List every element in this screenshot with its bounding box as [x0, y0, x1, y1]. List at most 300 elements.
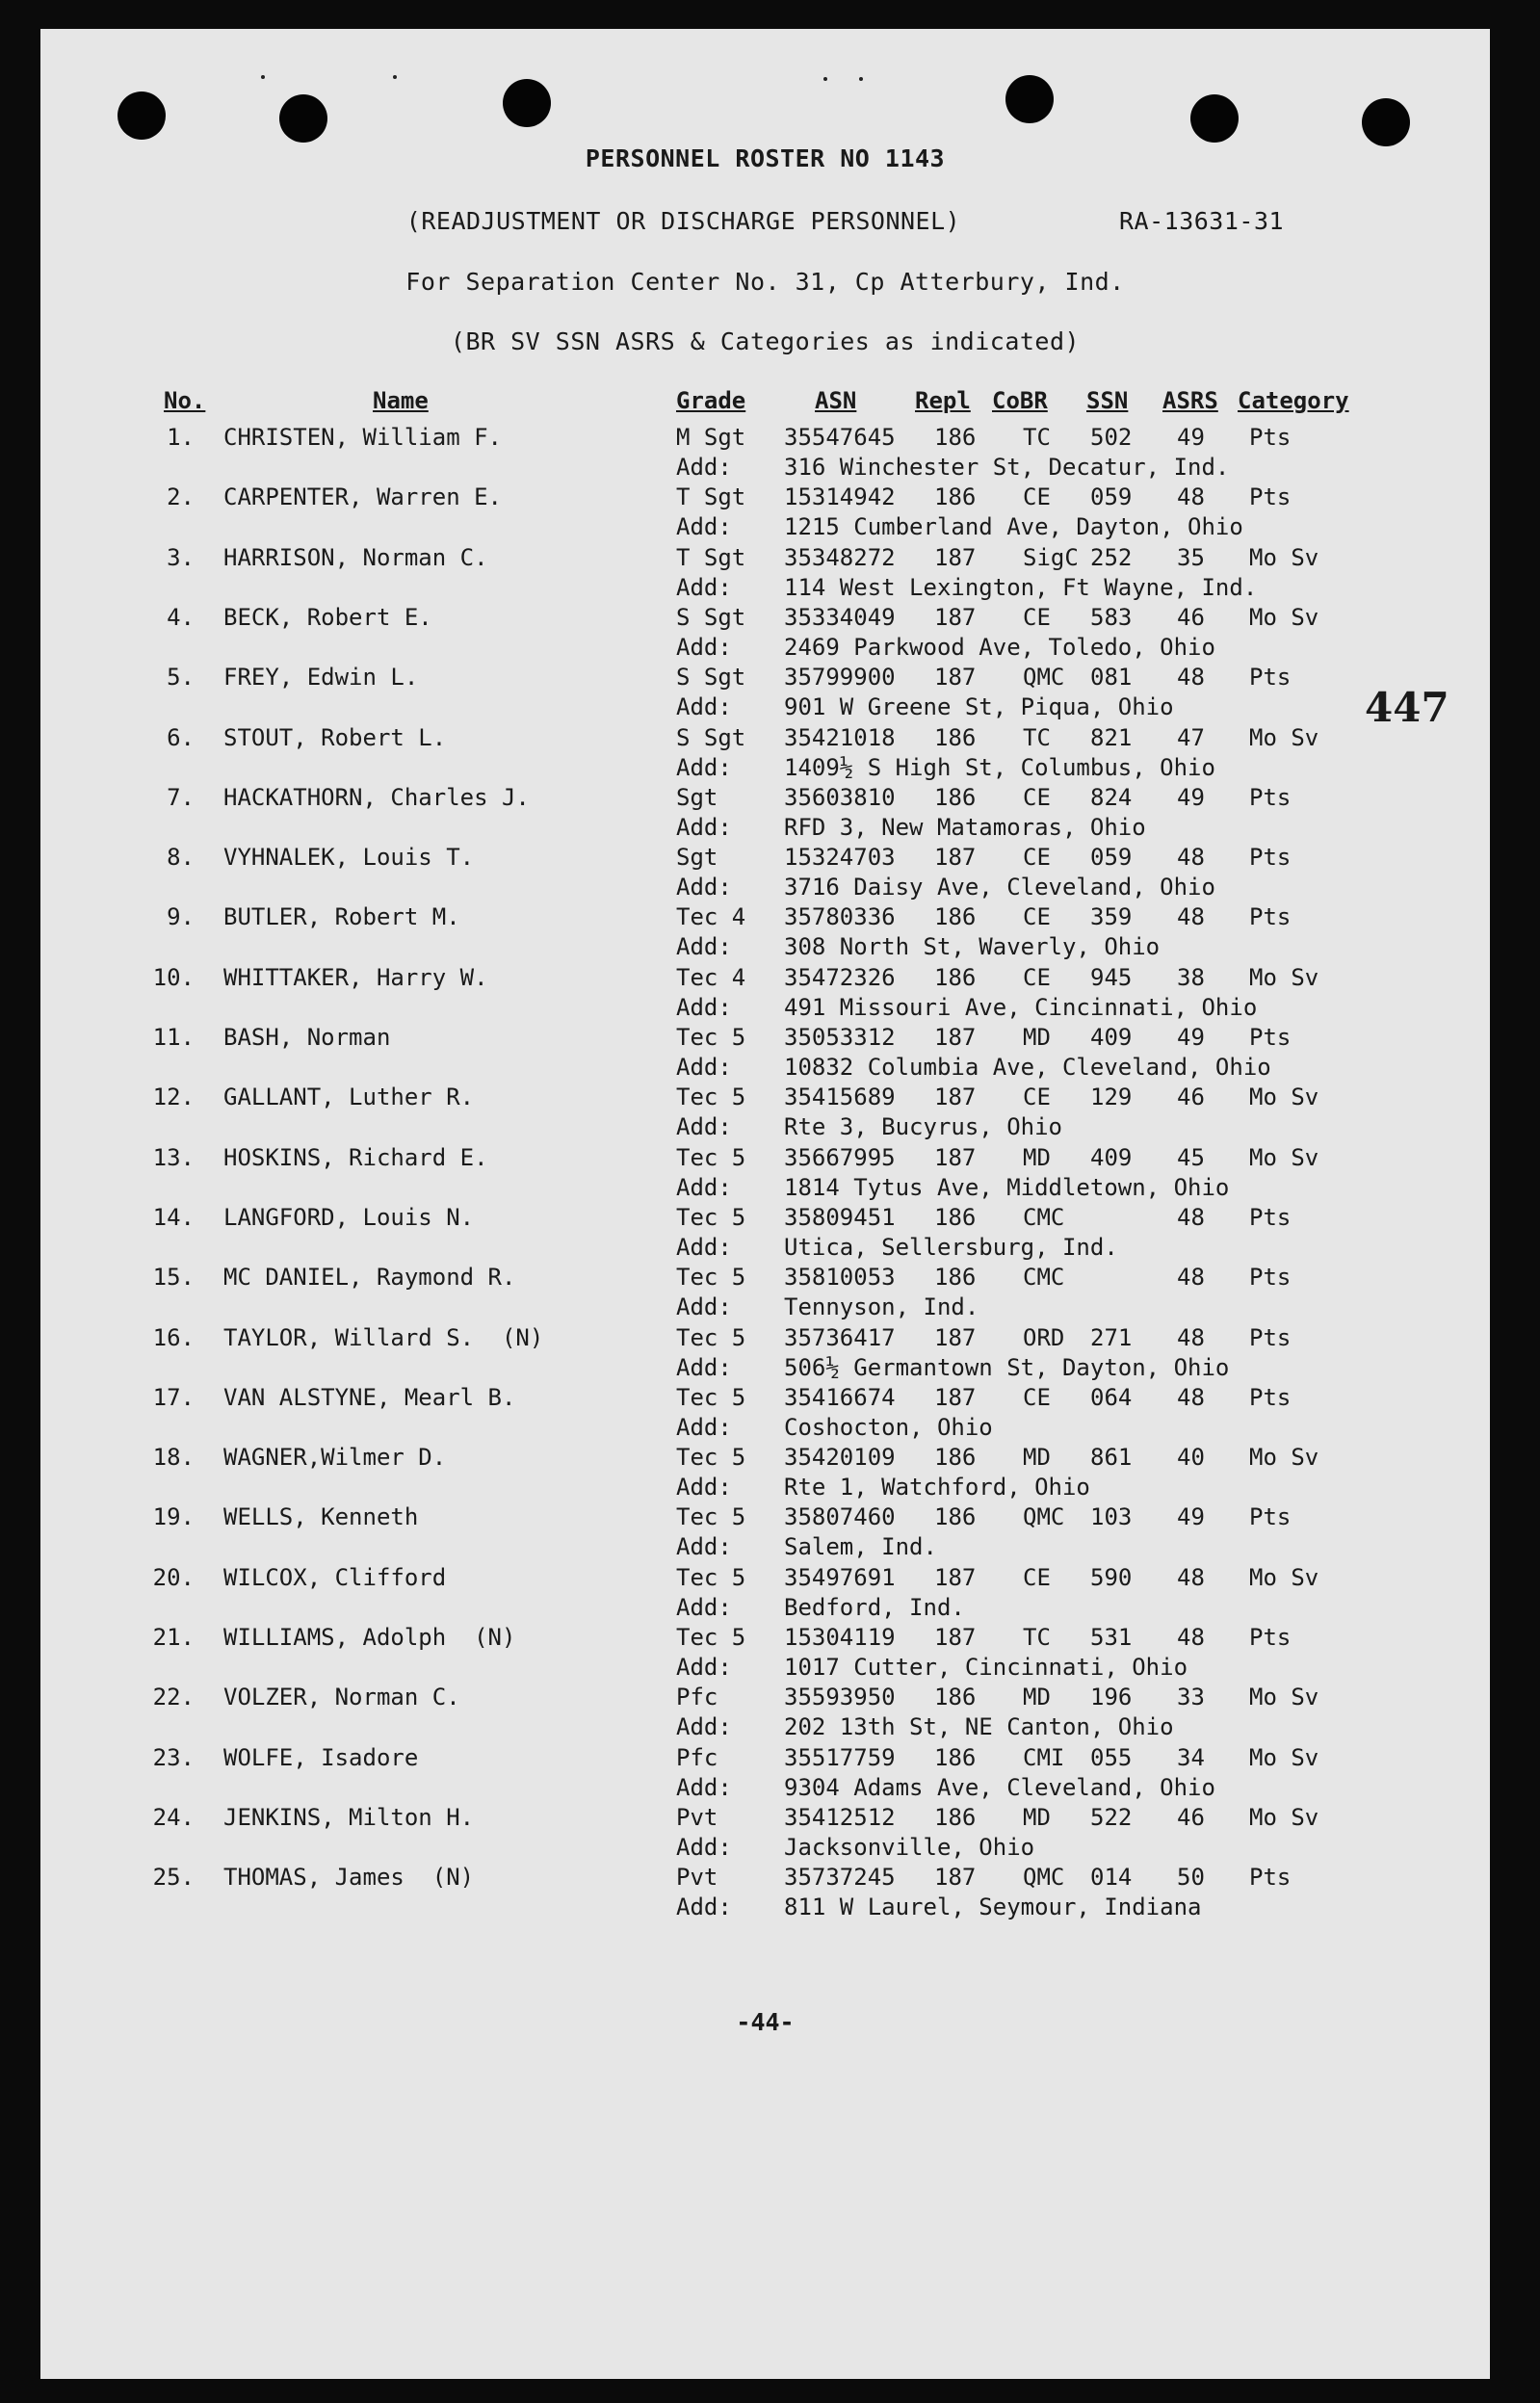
col-category: Category	[1238, 387, 1349, 414]
table-row	[40, 724, 1490, 784]
row-asrs: 48	[1177, 1624, 1205, 1651]
row-number: 5.	[167, 664, 195, 692]
row-ssn: 409	[1090, 1143, 1133, 1171]
row-asn: 15324703	[784, 844, 896, 872]
categories-note: (BR SV SSN ASRS & Categories as indicated)	[450, 327, 1081, 355]
row-asn: 35348272	[784, 543, 896, 571]
table-row	[40, 1384, 1490, 1444]
row-branch: CE	[1023, 1084, 1051, 1111]
row-repl: 187	[934, 1383, 977, 1411]
row-asn: 35472326	[784, 963, 896, 991]
row-name: WHITTAKER, Harry W.	[223, 963, 488, 991]
row-ssn: 059	[1090, 844, 1133, 872]
row-category: Pts	[1249, 483, 1292, 511]
punch-hole	[1190, 94, 1239, 143]
row-repl: 187	[934, 1084, 977, 1111]
row-ssn: 064	[1090, 1383, 1133, 1411]
row-ssn: 129	[1090, 1084, 1133, 1111]
row-branch: SigC	[1023, 543, 1079, 571]
row-number: 19.	[152, 1503, 195, 1531]
row-category: Mo Sv	[1249, 543, 1319, 571]
row-asn: 35799900	[784, 664, 896, 692]
row-number: 14.	[152, 1203, 195, 1231]
row-asn: 15314942	[784, 483, 896, 511]
row-address: 316 Winchester St, Decatur, Ind.	[784, 454, 1230, 481]
row-name: FREY, Edwin L.	[223, 664, 419, 692]
row-name: HOSKINS, Richard E.	[223, 1143, 488, 1171]
row-category: Pts	[1249, 1864, 1292, 1892]
row-grade: Pvt	[676, 1803, 718, 1831]
row-address-label: Add:	[676, 1113, 732, 1141]
row-repl: 186	[934, 963, 977, 991]
row-category: Pts	[1249, 664, 1292, 692]
row-address-label: Add:	[676, 693, 732, 721]
row-ssn: 055	[1090, 1743, 1133, 1771]
row-branch: MD	[1023, 1803, 1051, 1831]
row-address-label: Add:	[676, 874, 732, 901]
row-grade: Tec 5	[676, 1444, 746, 1472]
table-row	[40, 1084, 1490, 1143]
row-asn: 35415689	[784, 1084, 896, 1111]
row-grade: Sgt	[676, 844, 718, 872]
table-row	[40, 1204, 1490, 1264]
row-category: Pts	[1249, 424, 1292, 451]
row-ssn: 081	[1090, 664, 1133, 692]
row-name: HACKATHORN, Charles J.	[223, 783, 530, 811]
row-address-label: Add:	[676, 573, 732, 601]
row-address: 10832 Columbia Ave, Cleveland, Ohio	[784, 1054, 1271, 1081]
row-repl: 187	[934, 603, 977, 631]
row-repl: 186	[934, 1203, 977, 1231]
row-branch: CE	[1023, 844, 1051, 872]
row-branch: CMC	[1023, 1264, 1065, 1292]
row-grade: Tec 5	[676, 1503, 746, 1531]
row-address-label: Add:	[676, 1173, 732, 1201]
row-category: Mo Sv	[1249, 1143, 1319, 1171]
row-asn: 35603810	[784, 783, 896, 811]
row-repl: 186	[934, 1264, 977, 1292]
row-number: 21.	[152, 1624, 195, 1651]
row-asrs: 48	[1177, 903, 1205, 931]
row-number: 6.	[167, 723, 195, 751]
row-asrs: 48	[1177, 1203, 1205, 1231]
row-ssn: 861	[1090, 1444, 1133, 1472]
row-address: 114 West Lexington, Ft Wayne, Ind.	[784, 573, 1258, 601]
row-number: 25.	[152, 1864, 195, 1892]
row-name: JENKINS, Milton H.	[223, 1803, 475, 1831]
row-grade: T Sgt	[676, 543, 746, 571]
row-asn: 35053312	[784, 1024, 896, 1051]
row-grade: Sgt	[676, 783, 718, 811]
row-repl: 186	[934, 783, 977, 811]
roster-code: RA-13631-31	[1119, 207, 1285, 235]
row-name: BUTLER, Robert M.	[223, 903, 460, 931]
row-address: 1215 Cumberland Ave, Dayton, Ohio	[784, 513, 1243, 541]
row-category: Mo Sv	[1249, 723, 1319, 751]
row-address: Rte 3, Bucyrus, Ohio	[784, 1113, 1062, 1141]
row-repl: 186	[934, 723, 977, 751]
row-category: Mo Sv	[1249, 1684, 1319, 1711]
row-asn: 35497691	[784, 1563, 896, 1591]
row-ssn: 824	[1090, 783, 1133, 811]
row-branch: CMC	[1023, 1203, 1065, 1231]
table-row	[40, 1024, 1490, 1084]
row-asrs: 45	[1177, 1143, 1205, 1171]
row-address: 1017 Cutter, Cincinnati, Ohio	[784, 1654, 1188, 1681]
row-address-label: Add:	[676, 933, 732, 961]
row-name: HARRISON, Norman C.	[223, 543, 488, 571]
table-row	[40, 1804, 1490, 1864]
row-address-label: Add:	[676, 1054, 732, 1081]
col-no: No.	[164, 387, 206, 414]
table-row	[40, 784, 1490, 844]
row-asn: 35809451	[784, 1203, 896, 1231]
row-address-label: Add:	[676, 1593, 732, 1621]
table-row	[40, 1503, 1490, 1563]
row-address-label: Add:	[676, 1474, 732, 1502]
table-row	[40, 604, 1490, 664]
row-address-label: Add:	[676, 513, 732, 541]
row-address-label: Add:	[676, 1353, 732, 1381]
row-address-label: Add:	[676, 1713, 732, 1741]
row-name: STOUT, Robert L.	[223, 723, 447, 751]
row-ssn: 196	[1090, 1684, 1133, 1711]
row-address: 3716 Daisy Ave, Cleveland, Ohio	[784, 874, 1215, 901]
row-address: 1814 Tytus Ave, Middletown, Ohio	[784, 1173, 1230, 1201]
row-number: 1.	[167, 424, 195, 451]
row-branch: TC	[1023, 723, 1051, 751]
row-ssn: 252	[1090, 543, 1133, 571]
row-name: WELLS, Kenneth	[223, 1503, 419, 1531]
row-address: 811 W Laurel, Seymour, Indiana	[784, 1894, 1202, 1921]
row-repl: 187	[934, 664, 977, 692]
table-row	[40, 1684, 1490, 1743]
row-grade: Pfc	[676, 1684, 718, 1711]
row-asn: 35334049	[784, 603, 896, 631]
row-asrs: 48	[1177, 1264, 1205, 1292]
row-ssn: 531	[1090, 1624, 1133, 1651]
row-name: VOLZER, Norman C.	[223, 1684, 460, 1711]
row-ssn: 590	[1090, 1563, 1133, 1591]
row-name: TAYLOR, Willard S. (N)	[223, 1323, 544, 1351]
table-row	[40, 1444, 1490, 1503]
row-asn: 35420109	[784, 1444, 896, 1472]
row-number: 4.	[167, 603, 195, 631]
row-address: Tennyson, Ind.	[784, 1293, 979, 1321]
row-address-label: Add:	[676, 1533, 732, 1561]
row-category: Pts	[1249, 783, 1292, 811]
row-asn: 15304119	[784, 1624, 896, 1651]
row-repl: 187	[934, 1563, 977, 1591]
row-repl: 186	[934, 1803, 977, 1831]
row-grade: Tec 5	[676, 1563, 746, 1591]
row-name: WILCOX, Clifford	[223, 1563, 447, 1591]
row-asrs: 46	[1177, 603, 1205, 631]
row-number: 3.	[167, 543, 195, 571]
roster-subtitle: (READJUSTMENT OR DISCHARGE PERSONNEL)	[405, 207, 961, 235]
row-branch: QMC	[1023, 1864, 1065, 1892]
row-asrs: 38	[1177, 963, 1205, 991]
row-asrs: 48	[1177, 1323, 1205, 1351]
row-grade: S Sgt	[676, 664, 746, 692]
row-number: 16.	[152, 1323, 195, 1351]
row-asrs: 49	[1177, 783, 1205, 811]
row-asn: 35547645	[784, 424, 896, 451]
roster-subtitle-line	[40, 207, 1490, 235]
row-grade: Tec 5	[676, 1024, 746, 1051]
row-grade: Tec 5	[676, 1143, 746, 1171]
row-category: Pts	[1249, 1503, 1292, 1531]
row-ssn: 014	[1090, 1864, 1133, 1892]
row-asrs: 40	[1177, 1444, 1205, 1472]
row-asn: 35421018	[784, 723, 896, 751]
row-category: Mo Sv	[1249, 1444, 1319, 1472]
row-asrs: 49	[1177, 424, 1205, 451]
row-address-label: Add:	[676, 1773, 732, 1801]
row-ssn: 945	[1090, 963, 1133, 991]
row-ssn: 271	[1090, 1323, 1133, 1351]
table-row	[40, 1564, 1490, 1624]
row-ssn: 522	[1090, 1803, 1133, 1831]
row-category: Pts	[1249, 1203, 1292, 1231]
row-repl: 187	[934, 1143, 977, 1171]
row-address-label: Add:	[676, 993, 732, 1021]
table-row	[40, 544, 1490, 604]
row-repl: 186	[934, 1684, 977, 1711]
row-ssn: 059	[1090, 483, 1133, 511]
row-name: WOLFE, Isadore	[223, 1743, 419, 1771]
row-name: BASH, Norman	[223, 1024, 391, 1051]
row-asrs: 46	[1177, 1084, 1205, 1111]
row-grade: Pfc	[676, 1743, 718, 1771]
row-repl: 187	[934, 844, 977, 872]
row-grade: Tec 4	[676, 903, 746, 931]
row-grade: Tec 4	[676, 963, 746, 991]
row-ssn: 409	[1090, 1024, 1133, 1051]
row-category: Mo Sv	[1249, 1803, 1319, 1831]
row-number: 12.	[152, 1084, 195, 1111]
row-address-label: Add:	[676, 1654, 732, 1681]
roster-title: PERSONNEL ROSTER NO 1143	[585, 144, 946, 172]
row-address: 506½ Germantown St, Dayton, Ohio	[784, 1353, 1230, 1381]
row-branch: TC	[1023, 1624, 1051, 1651]
row-number: 2.	[167, 483, 195, 511]
row-name: MC DANIEL, Raymond R.	[223, 1264, 516, 1292]
row-repl: 186	[934, 1444, 977, 1472]
row-name: GALLANT, Luther R.	[223, 1084, 475, 1111]
row-category: Pts	[1249, 1383, 1292, 1411]
row-category: Mo Sv	[1249, 603, 1319, 631]
row-number: 10.	[152, 963, 195, 991]
row-asrs: 50	[1177, 1864, 1205, 1892]
row-address-label: Add:	[676, 633, 732, 661]
row-address: 9304 Adams Ave, Cleveland, Ohio	[784, 1773, 1215, 1801]
row-number: 15.	[152, 1264, 195, 1292]
row-asn: 35412512	[784, 1803, 896, 1831]
row-name: WILLIAMS, Adolph (N)	[223, 1624, 516, 1651]
row-branch: MD	[1023, 1143, 1051, 1171]
row-number: 7.	[167, 783, 195, 811]
row-branch: MD	[1023, 1444, 1051, 1472]
row-number: 9.	[167, 903, 195, 931]
row-category: Pts	[1249, 1024, 1292, 1051]
row-branch: CE	[1023, 783, 1051, 811]
row-number: 22.	[152, 1684, 195, 1711]
row-asrs: 49	[1177, 1024, 1205, 1051]
row-address-label: Add:	[676, 753, 732, 781]
row-asrs: 49	[1177, 1503, 1205, 1531]
row-address-label: Add:	[676, 454, 732, 481]
row-name: THOMAS, James (N)	[223, 1864, 475, 1892]
row-category: Pts	[1249, 1323, 1292, 1351]
row-name: LANGFORD, Louis N.	[223, 1203, 475, 1231]
row-repl: 186	[934, 903, 977, 931]
row-address: Coshocton, Ohio	[784, 1413, 993, 1441]
punch-hole	[279, 94, 327, 143]
row-asn: 35780336	[784, 903, 896, 931]
row-repl: 186	[934, 1503, 977, 1531]
row-number: 23.	[152, 1743, 195, 1771]
row-category: Mo Sv	[1249, 1563, 1319, 1591]
row-grade: Tec 5	[676, 1264, 746, 1292]
table-row	[40, 483, 1490, 543]
row-name: BECK, Robert E.	[223, 603, 432, 631]
row-asn: 35667995	[784, 1143, 896, 1171]
col-asn: ASN	[815, 387, 857, 414]
row-number: 13.	[152, 1143, 195, 1171]
row-ssn: 583	[1090, 603, 1133, 631]
row-address-label: Add:	[676, 1233, 732, 1261]
row-address: RFD 3, New Matamoras, Ohio	[784, 813, 1146, 841]
row-asrs: 48	[1177, 1383, 1205, 1411]
col-cobr: CoBR	[992, 387, 1048, 414]
row-address: Rte 1, Watchford, Ohio	[784, 1474, 1090, 1502]
row-address-label: Add:	[676, 813, 732, 841]
row-branch: TC	[1023, 424, 1051, 451]
col-repl: Repl	[915, 387, 971, 414]
table-row	[40, 964, 1490, 1024]
row-asn: 35737245	[784, 1864, 896, 1892]
row-ssn: 502	[1090, 424, 1133, 451]
row-asrs: 48	[1177, 483, 1205, 511]
row-name: CHRISTEN, William F.	[223, 424, 502, 451]
row-grade: Tec 5	[676, 1084, 746, 1111]
row-number: 20.	[152, 1563, 195, 1591]
row-branch: ORD	[1023, 1323, 1065, 1351]
row-ssn: 103	[1090, 1503, 1133, 1531]
row-category: Mo Sv	[1249, 1084, 1319, 1111]
row-asn: 35593950	[784, 1684, 896, 1711]
row-branch: CE	[1023, 1563, 1051, 1591]
pin-dot	[823, 77, 827, 81]
row-address-label: Add:	[676, 1413, 732, 1441]
row-repl: 187	[934, 1323, 977, 1351]
table-row	[40, 844, 1490, 903]
row-grade: S Sgt	[676, 603, 746, 631]
table-row	[40, 1864, 1490, 1923]
row-branch: CE	[1023, 1383, 1051, 1411]
row-repl: 187	[934, 1024, 977, 1051]
row-repl: 186	[934, 1743, 977, 1771]
punch-hole	[503, 79, 551, 127]
table-row	[40, 1744, 1490, 1804]
row-address: Salem, Ind.	[784, 1533, 937, 1561]
table-row	[40, 903, 1490, 963]
row-address-label: Add:	[676, 1894, 732, 1921]
col-asrs: ASRS	[1162, 387, 1218, 414]
row-category: Mo Sv	[1249, 963, 1319, 991]
punch-hole	[1362, 98, 1410, 146]
row-branch: MD	[1023, 1024, 1051, 1051]
row-asrs: 46	[1177, 1803, 1205, 1831]
row-asn: 35736417	[784, 1323, 896, 1351]
row-category: Pts	[1249, 844, 1292, 872]
row-repl: 187	[934, 1624, 977, 1651]
punch-hole	[1005, 75, 1054, 123]
row-number: 8.	[167, 844, 195, 872]
row-name: VAN ALSTYNE, Mearl B.	[223, 1383, 516, 1411]
row-category: Pts	[1249, 903, 1292, 931]
row-address: Utica, Sellersburg, Ind.	[784, 1233, 1118, 1261]
row-ssn: 359	[1090, 903, 1133, 931]
row-name: VYHNALEK, Louis T.	[223, 844, 475, 872]
row-grade: Pvt	[676, 1864, 718, 1892]
pin-dot	[859, 77, 863, 81]
table-row	[40, 1264, 1490, 1323]
row-branch: MD	[1023, 1684, 1051, 1711]
row-address-label: Add:	[676, 1833, 732, 1861]
row-branch: QMC	[1023, 664, 1065, 692]
pin-dot	[261, 75, 265, 79]
row-address: 901 W Greene St, Piqua, Ohio	[784, 693, 1174, 721]
row-address: 202 13th St, NE Canton, Ohio	[784, 1713, 1174, 1741]
row-grade: S Sgt	[676, 723, 746, 751]
row-grade: M Sgt	[676, 424, 746, 451]
row-repl: 187	[934, 543, 977, 571]
row-asn: 35810053	[784, 1264, 896, 1292]
row-repl: 186	[934, 483, 977, 511]
row-grade: Tec 5	[676, 1203, 746, 1231]
pin-dot	[393, 75, 397, 79]
table-row	[40, 1144, 1490, 1204]
row-address: Bedford, Ind.	[784, 1593, 965, 1621]
row-category: Mo Sv	[1249, 1743, 1319, 1771]
row-address: 308 North St, Waverly, Ohio	[784, 933, 1161, 961]
row-asrs: 33	[1177, 1684, 1205, 1711]
table-row	[40, 1624, 1490, 1684]
row-name: CARPENTER, Warren E.	[223, 483, 502, 511]
row-address: Jacksonville, Ohio	[784, 1833, 1035, 1861]
table-row	[40, 664, 1490, 723]
page-number-stamp: 447	[1365, 684, 1449, 731]
separation-center: For Separation Center No. 31, Cp Atterbury, Ind.	[405, 268, 1125, 296]
row-number: 11.	[152, 1024, 195, 1051]
row-asrs: 35	[1177, 543, 1205, 571]
row-address: 1409½ S High St, Columbus, Ohio	[784, 753, 1215, 781]
row-asrs: 48	[1177, 844, 1205, 872]
table-row	[40, 1324, 1490, 1384]
row-branch: CE	[1023, 903, 1051, 931]
row-asn: 35807460	[784, 1503, 896, 1531]
row-address: 491 Missouri Ave, Cincinnati, Ohio	[784, 993, 1258, 1021]
row-ssn: 821	[1090, 723, 1133, 751]
row-repl: 186	[934, 424, 977, 451]
row-branch: CMI	[1023, 1743, 1065, 1771]
row-grade: Tec 5	[676, 1323, 746, 1351]
row-category: Pts	[1249, 1624, 1292, 1651]
row-branch: CE	[1023, 483, 1051, 511]
row-category: Pts	[1249, 1264, 1292, 1292]
